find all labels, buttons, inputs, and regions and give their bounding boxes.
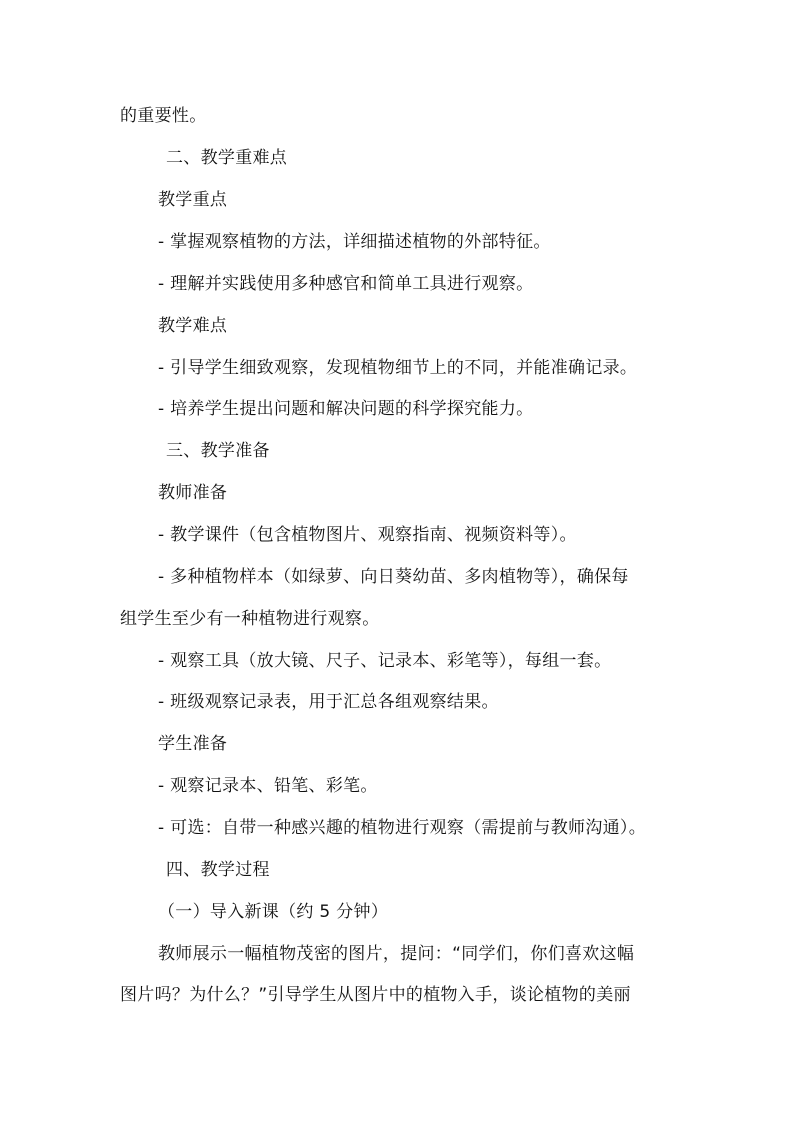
list-item: - 班级观察记录表，用于汇总各组观察结果。	[158, 692, 499, 712]
subsection-heading: 教学难点	[158, 316, 228, 336]
list-item: - 观察工具（放大镜、尺子、记录本、彩笔等），每组一套。	[158, 651, 612, 671]
text-line: 的重要性。	[120, 106, 207, 126]
list-item: - 引导学生细致观察，发现植物细节上的不同，并能准确记录。	[158, 358, 638, 378]
section-heading: 三、教学准备	[166, 441, 270, 461]
subsection-heading: （一）导入新课（约 5 分钟）	[158, 902, 389, 922]
subsection-heading: 教师准备	[158, 483, 228, 503]
list-item: - 培养学生提出问题和解决问题的科学探究能力。	[158, 399, 534, 419]
section-heading: 四、教学过程	[166, 860, 270, 880]
list-item: - 教学课件（包含植物图片、观察指南、视频资料等）。	[158, 525, 577, 545]
list-item: - 多种植物样本（如绿萝、向日葵幼苗、多肉植物等），确保每	[158, 567, 629, 587]
section-heading: 二、教学重难点	[166, 148, 288, 168]
subsection-heading: 教学重点	[158, 190, 228, 210]
paragraph-line: 教师展示一幅植物茂密的图片，提问：“同学们，你们喜欢这幅	[158, 944, 635, 964]
list-item: - 可选：自带一种感兴趣的植物进行观察（需提前与教师沟通）。	[158, 818, 647, 838]
subsection-heading: 学生准备	[158, 734, 228, 754]
list-item: - 理解并实践使用多种感官和简单工具进行观察。	[158, 274, 534, 294]
list-item-continuation: 组学生至少有一种植物进行观察。	[120, 609, 380, 629]
paragraph-line: 图片吗？为什么？”引导学生从图片中的植物入手，谈论植物的美丽	[120, 985, 631, 1005]
list-item: - 掌握观察植物的方法，详细描述植物的外部特征。	[158, 232, 551, 252]
list-item: - 观察记录本、铅笔、彩笔。	[158, 776, 378, 796]
